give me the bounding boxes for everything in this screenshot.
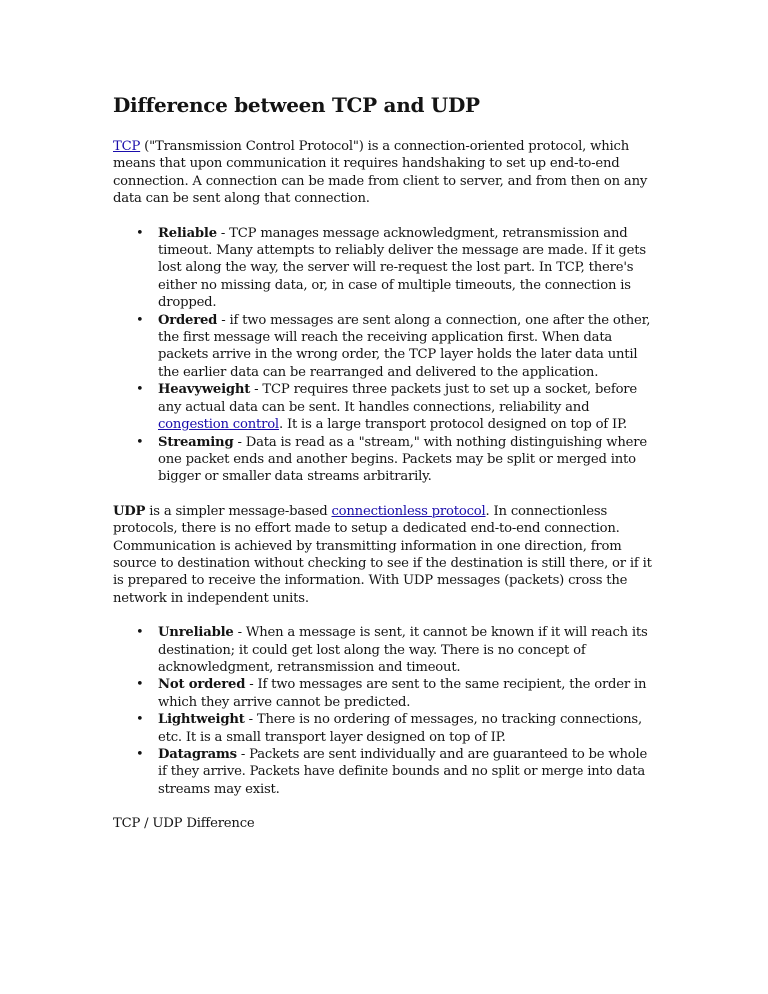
udp-intro-text-before: is a simpler message-based — [145, 503, 332, 519]
desc-unreliable: - When a message is sent, it cannot be known if it will reach its destination; it could get lost along the way. There is no concept of acknowledgment, retransmission and timeout. — [158, 625, 648, 675]
desc-heavyweight-before: - TCP requires three packets just to set up a socket, before any actual data can be sent. It handles connections, reliability and — [158, 382, 638, 415]
desc-datagrams: - Packets are sent individually and are guaranteed to be whole if they arrive. Packets have definite bounds and no split or merge into data streams may exist. — [158, 747, 648, 797]
udp-intro-text-after: . In connectionless protocols, there is no effort made to setup a dedicated end-to-end connection. Communication is achieved by transmitting information in one direction, from source to destination without checking to see if the destination is still there, or if it is prepared to receive the information. With UDP messages (packets) cross the network in independent units. — [113, 503, 652, 606]
list-item-unreliable — [136, 624, 658, 676]
tcp-intro-paragraph — [113, 138, 658, 208]
term-not-ordered: Not ordered — [158, 677, 246, 693]
list-item-ordered — [136, 312, 658, 382]
list-item-datagrams — [136, 746, 658, 798]
list-item-lightweight — [136, 711, 658, 746]
term-ordered: Ordered — [158, 312, 218, 328]
term-streaming: Streaming — [158, 434, 234, 450]
bullet-icon: • — [136, 712, 144, 728]
bullet-icon: • — [136, 677, 144, 693]
desc-not-ordered: - If two messages are sent to the same recipient, the order in which they arrive cannot be predicted. — [158, 677, 647, 710]
term-lightweight: Lightweight — [158, 712, 245, 728]
udp-intro-paragraph — [113, 503, 658, 607]
udp-characteristics-list — [113, 624, 658, 798]
desc-ordered: - if two messages are sent along a connection, one after the other, the first message will reach the receiving application first. When data packets arrive in the wrong order, the TCP layer holds the later data until the earlier data can be rearranged and delivered to the application. — [158, 312, 651, 380]
tcp-characteristics-list — [113, 225, 658, 486]
term-unreliable: Unreliable — [158, 625, 234, 641]
term-datagrams: Datagrams — [158, 747, 237, 762]
bullet-icon: • — [136, 225, 144, 241]
desc-heavyweight-after: . It is a large transport protocol designed on top of IP. — [278, 417, 627, 433]
list-item-heavyweight — [136, 381, 658, 433]
page-title: Difference between TCP and UDP — [113, 93, 480, 117]
term-heavyweight: Heavyweight — [158, 382, 251, 398]
term-reliable: Reliable — [158, 225, 217, 241]
list-item-streaming — [136, 434, 658, 486]
document-page — [113, 92, 658, 850]
bullet-icon: • — [136, 312, 144, 328]
list-item-reliable — [136, 225, 658, 312]
connectionless-protocol-link[interactable]: connectionless protocol — [331, 503, 486, 519]
bullet-icon: • — [136, 434, 144, 450]
tcp-link[interactable]: TCP — [113, 139, 141, 154]
congestion-control-link[interactable]: congestion control — [158, 417, 279, 433]
bullet-icon: • — [136, 625, 144, 641]
bullet-icon: • — [136, 382, 144, 398]
tcp-intro-text: ("Transmission Control Protocol") is a connection-oriented protocol, which means that upon communication it requires handshaking to set up end-to-end connection. A connection can be made from client to server, and from then on any data can be sent along that connection. — [113, 139, 648, 207]
desc-streaming: - Data is read as a "stream," with nothing distinguishing where one packet ends and another begins. Packets may be split or merged into bigger or smaller data streams arbitrarily. — [158, 434, 647, 485]
desc-reliable: - TCP manages message acknowledgment, retransmission and timeout. Many attempts to reliably deliver the message are made. If it gets lost along the way, the server will re-request the lost part. In TCP, there's either no missing data, or, in case of multiple timeouts, the connection is dropped. — [158, 225, 646, 311]
udp-term: UDP — [113, 503, 146, 519]
bullet-icon: • — [136, 747, 144, 762]
desc-lightweight: - There is no ordering of messages, no tracking connections, etc. It is a small transport layer designed on top of IP. — [158, 712, 642, 745]
figure-caption: TCP / UDP Difference — [113, 816, 255, 832]
list-item-not-ordered — [136, 676, 658, 711]
